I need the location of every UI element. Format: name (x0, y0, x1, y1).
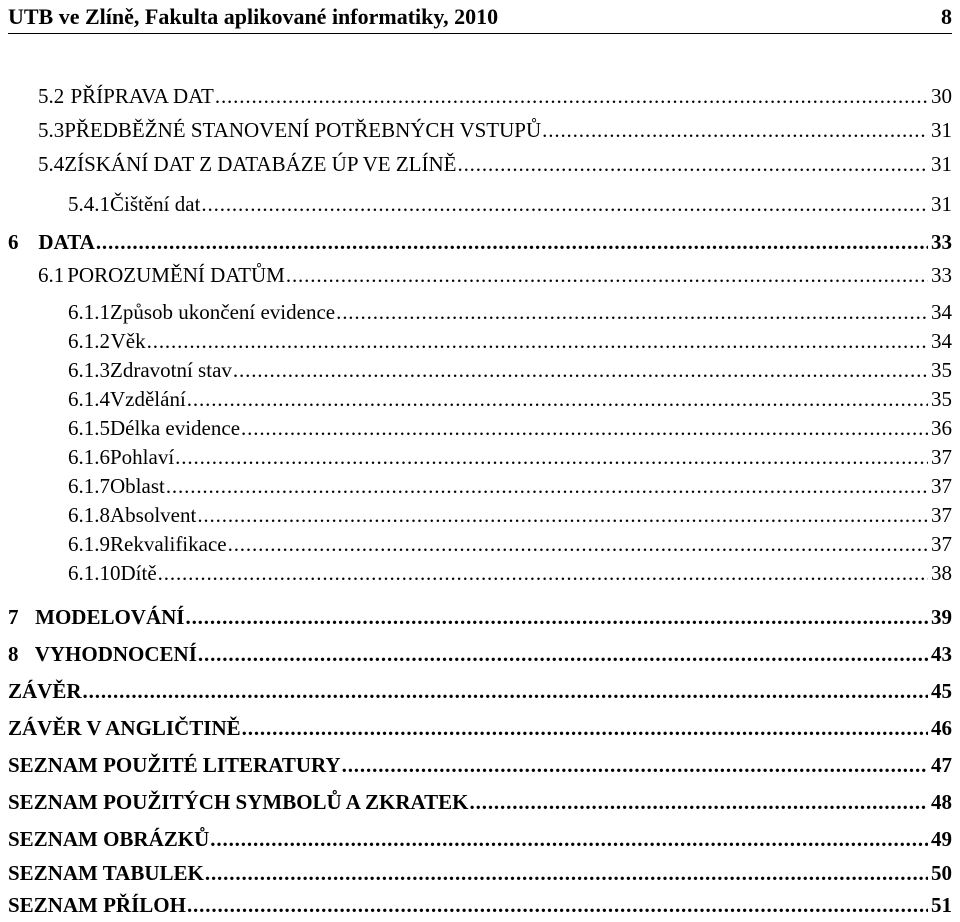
toc-entry-label: Vzdělání (110, 387, 186, 411)
toc-entry[interactable] (8, 674, 952, 708)
toc-entry-label: Zdravotní stav (110, 358, 232, 382)
toc-entry-number: 6.1.3 (68, 358, 110, 382)
toc-entry-page: 37 (931, 532, 952, 556)
toc-leader-dots (158, 556, 928, 590)
toc-entry-label: Dítě (120, 561, 157, 585)
toc-entry-number: 5.4 (38, 152, 65, 176)
toc-entry-label: Věk (110, 329, 146, 353)
toc-leader-dots (185, 600, 928, 634)
toc-leader-dots (187, 888, 928, 922)
toc-entry-page: 31 (931, 152, 952, 176)
toc-entry-number: 6 (8, 230, 19, 254)
toc-entry-number: 8 (8, 642, 19, 666)
toc-entry-page: 36 (931, 416, 952, 440)
toc-entry-number: 6.1.4 (68, 387, 110, 411)
toc-entry-label: ZÁVĚR (8, 679, 82, 703)
toc-entry-label: Způsob ukončení evidence (110, 300, 336, 324)
toc-entry-label: POROZUMĚNÍ DATŮM (67, 263, 285, 287)
toc-entry-number: 6.1.6 (68, 445, 110, 469)
toc-entry[interactable] (8, 748, 952, 782)
toc-entry-label: Absolvent (110, 503, 197, 527)
toc-entry-number: 6.1.10 (68, 561, 121, 585)
toc-entry-label: MODELOVÁNÍ (35, 605, 185, 629)
toc-entry-page: 33 (931, 263, 952, 287)
toc-entry-page: 50 (931, 861, 952, 885)
toc-entry-label: VYHODNOCENÍ (34, 642, 197, 666)
toc-entry-number: 5.2 (38, 84, 65, 108)
toc-entry-label: SEZNAM PŘÍLOH (8, 893, 186, 917)
toc-entry-label: Čištění dat (110, 192, 201, 216)
toc-entry-page: 31 (931, 118, 952, 142)
toc-leader-dots (201, 187, 928, 221)
toc-entry-label: SEZNAM OBRÁZKŮ (8, 827, 210, 851)
toc-entry-number: 6.1.2 (68, 329, 110, 353)
toc-entry-number: 6.1.5 (68, 416, 110, 440)
toc-leader-dots (286, 258, 928, 292)
toc-entry-label: PŘEDBĚŽNÉ STANOVENÍ POTŘEBNÝCH VSTUPŮ (64, 118, 542, 142)
toc-entry-number: 6.1.8 (68, 503, 110, 527)
toc-leader-dots (242, 711, 928, 745)
toc-entry[interactable] (68, 187, 952, 221)
toc-entry-label: Délka evidence (110, 416, 241, 440)
toc-entry-number: 6.1.1 (68, 300, 110, 324)
toc-entry-page: 45 (931, 679, 952, 703)
toc-entry[interactable] (8, 822, 952, 856)
toc-entry-page: 37 (931, 474, 952, 498)
toc-leader-dots (470, 785, 928, 819)
toc-entry-label: SEZNAM POUŽITÉ LITERATURY (8, 753, 341, 777)
toc-entry-page: 38 (931, 561, 952, 585)
toc-entry-page: 47 (931, 753, 952, 777)
header-page-number: 8 (941, 4, 952, 29)
toc-entry-page: 30 (931, 84, 952, 108)
toc-entry[interactable] (8, 856, 952, 890)
toc-entry-number: 6.1 (38, 263, 65, 287)
toc-entry-label: ZÍSKÁNÍ DAT Z DATABÁZE ÚP VE ZLÍNĚ (64, 152, 457, 176)
toc-entry-number: 5.4.1 (68, 192, 110, 216)
toc-entry-number: 5.3 (38, 118, 65, 142)
toc-entry-page: 37 (931, 503, 952, 527)
toc-entry-label: Rekvalifikace (110, 532, 227, 556)
toc-entry-number: 7 (8, 605, 19, 629)
toc-entry-number: 6.1.7 (68, 474, 110, 498)
toc-entry-page: 31 (931, 192, 952, 216)
toc-leader-dots (83, 674, 928, 708)
toc-entry-label: SEZNAM TABULEK (8, 861, 204, 885)
toc-entry[interactable] (38, 79, 952, 113)
toc-entry[interactable] (68, 556, 952, 590)
toc-entry-page: 35 (931, 358, 952, 382)
toc-entry-number: 6.1.9 (68, 532, 110, 556)
toc-leader-dots (542, 113, 928, 147)
toc-entry-page: 48 (931, 790, 952, 814)
toc-entry[interactable] (8, 225, 952, 259)
toc-entry[interactable] (8, 888, 952, 922)
toc-entry-page: 43 (931, 642, 952, 666)
toc-leader-dots (210, 822, 928, 856)
toc-entry[interactable] (8, 600, 952, 634)
toc-entry[interactable] (38, 147, 952, 181)
header-title: UTB ve Zlíně, Fakulta aplikované informatiky, 2010 (8, 4, 499, 29)
toc-entry-label: PŘÍPRAVA DAT (70, 84, 214, 108)
toc-entry-page: 35 (931, 387, 952, 411)
toc-entry[interactable] (8, 711, 952, 745)
toc-entry-page: 49 (931, 827, 952, 851)
toc-entry-page: 33 (931, 230, 952, 254)
toc-entry-page: 51 (931, 893, 952, 917)
toc-entry-label: SEZNAM POUŽITÝCH SYMBOLŮ A ZKRATEK (8, 790, 469, 814)
toc-entry-label: ZÁVĚR V ANGLIČTINĚ (8, 716, 241, 740)
toc-entry[interactable] (8, 785, 952, 819)
toc-leader-dots (215, 79, 928, 113)
toc-entry[interactable] (38, 258, 952, 292)
toc-entry[interactable] (8, 637, 952, 671)
toc-entry[interactable] (38, 113, 952, 147)
toc-entry-label: DATA (38, 230, 95, 254)
toc-entry-label: Pohlaví (110, 445, 175, 469)
toc-entry-label: Oblast (110, 474, 165, 498)
toc-leader-dots (342, 748, 928, 782)
toc-leader-dots (205, 856, 928, 890)
toc-entry-page: 34 (931, 300, 952, 324)
toc-entry-page: 34 (931, 329, 952, 353)
toc-leader-dots (96, 225, 928, 259)
toc-leader-dots (457, 147, 928, 181)
toc-entry-page: 39 (931, 605, 952, 629)
toc-entry-page: 37 (931, 445, 952, 469)
toc-leader-dots (198, 637, 928, 671)
toc-entry-page: 46 (931, 716, 952, 740)
